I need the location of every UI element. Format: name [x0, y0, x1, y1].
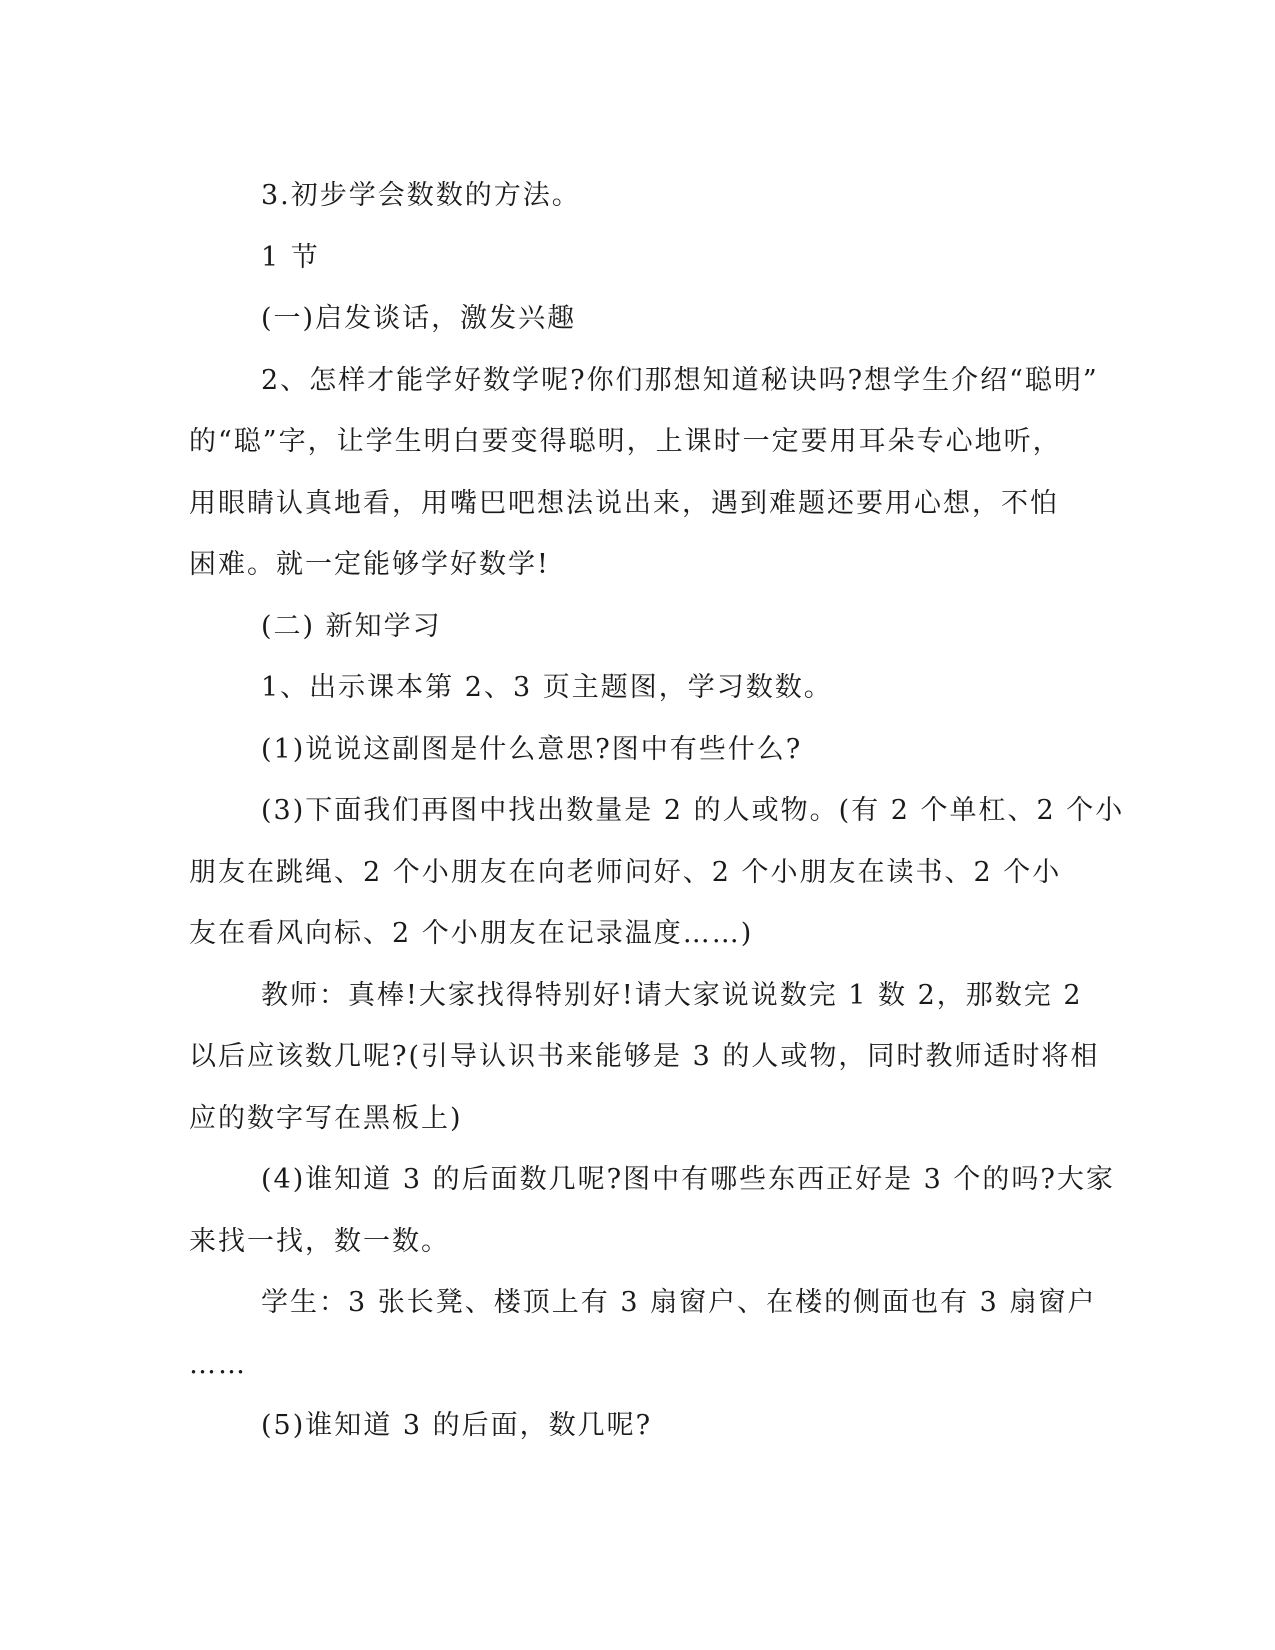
paragraph-line: (5)谁知道 3 的后面，数几呢? [261, 1410, 653, 1441]
paragraph-line: 以后应该数几呢?(引导认识书来能够是 3 的人或物，同时教师适时将相 [189, 1041, 1100, 1072]
paragraph-line: (4)谁知道 3 的后面数几呢?图中有哪些东西正好是 3 个的吗?大家 [261, 1164, 1115, 1195]
paragraph-line: (1)说说这副图是什么意思?图中有些什么? [261, 733, 803, 765]
paragraph-line: 3.初步学会数数的方法。 [261, 180, 581, 211]
section-heading: (一)启发谈话，激发兴趣 [261, 303, 577, 334]
paragraph-line: 困难。就一定能够学好数学! [189, 549, 550, 580]
paragraph-line: 朋友在跳绳、2 个小朋友在向老师问好、2 个小朋友在读书、2 个小 [189, 856, 1062, 888]
paragraph-line: 2、怎样才能学好数学呢?你们那想知道秘诀吗?想学生介绍“聪明” [261, 364, 1099, 396]
section-heading: (二) 新知学习 [261, 610, 442, 642]
paragraph-line: (3)下面我们再图中找出数量是 2 的人或物。(有 2 个单杠、2 个小 [261, 795, 1125, 826]
section-heading: 1 节 [261, 241, 320, 273]
paragraph-line: 友在看风向标、2 个小朋友在记录温度……) [189, 918, 754, 949]
paragraph-line: 的“聪”字，让学生明白要变得聪明，上课时一定要用耳朵专心地听， [189, 426, 1062, 457]
paragraph-line: 1、出示课本第 2、3 页主题图，学习数数。 [261, 672, 833, 703]
paragraph-line: 来找一找，数一数。 [189, 1225, 450, 1257]
paragraph-line: …… [189, 1348, 247, 1380]
document-body [189, 165, 1125, 1457]
paragraph-line: 学生：3 张长凳、楼顶上有 3 扇窗户、在楼的侧面也有 3 扇窗户 [261, 1287, 1097, 1318]
paragraph-line: 用眼睛认真地看，用嘴巴吧想法说出来，遇到难题还要用心想，不怕 [189, 487, 1059, 519]
paragraph-line: 教师：真棒!大家找得特别好!请大家说说数完 1 数 2，那数完 2 [261, 979, 1083, 1011]
paragraph-line: 应的数字写在黑板上) [189, 1102, 463, 1134]
